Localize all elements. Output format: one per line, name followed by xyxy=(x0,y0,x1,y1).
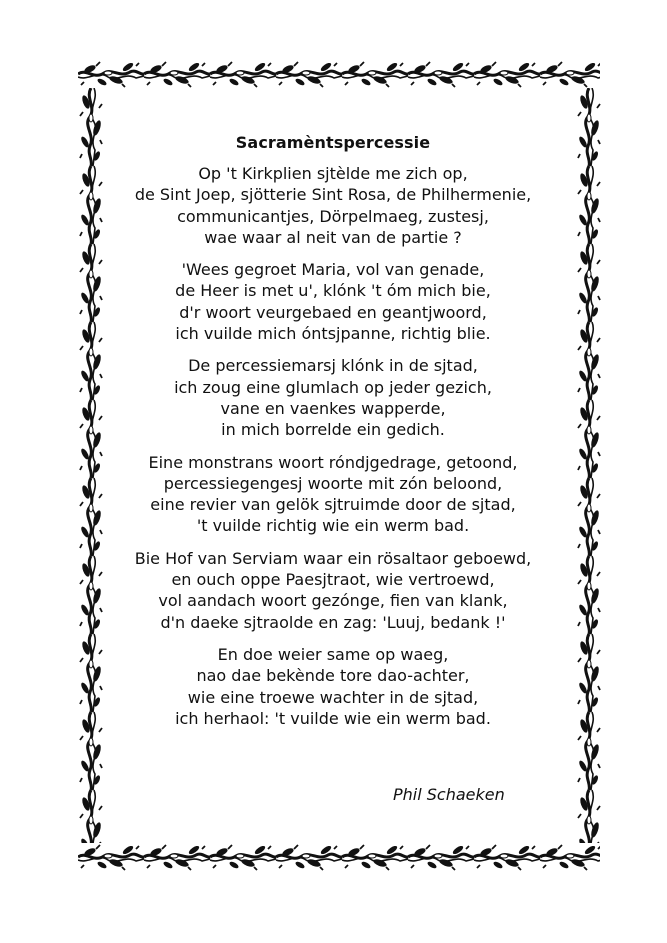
poem-line: vol aandach woort gezónge, fien van klank, xyxy=(158,591,508,611)
poem-line: nao dae bekènde tore dao-achter, xyxy=(196,666,470,686)
poem-line: Bie Hof van Serviam waar ein rösaltaor geboewd, xyxy=(134,548,532,568)
poem-line: wie eine troewe wachter in de sjtad, xyxy=(187,687,479,707)
branch-leaf-border-bottom xyxy=(78,843,600,871)
poem-line: de Sint Joep, sjötterie Sint Rosa, de Philhermenie, xyxy=(134,185,532,205)
poem-line: Eine monstrans woort róndjgedrage, getoond, xyxy=(148,452,518,472)
poem-line: wae waar al neit van de partie ? xyxy=(204,227,462,247)
poem-line: percessiegengesj woorte mit zón beloond, xyxy=(163,473,503,493)
branch-leaf-border-top xyxy=(78,60,600,88)
author-signature: Phil Schaeken xyxy=(393,785,505,804)
poem-line: eine revier van gelök sjtruimde door de sjtad, xyxy=(150,495,516,515)
poem-line: ich zoug eine glumlach op jeder gezich, xyxy=(174,377,492,397)
poem-line: ich vuilde mich óntsjpanne, richtig blie. xyxy=(175,324,491,344)
poem-line: 'Wees gegroet Maria, vol van genade, xyxy=(181,260,485,280)
poem-line: En doe weier same op waeg, xyxy=(217,644,449,664)
poem-line: vane en vaenkes wapperde, xyxy=(220,398,446,418)
stanza-4 xyxy=(110,452,556,537)
poem-body xyxy=(110,130,556,740)
branch-leaf-border-left xyxy=(79,88,103,843)
stanza-2 xyxy=(110,259,556,344)
poem-line: ich herhaol: 't vuilde wie ein werm bad. xyxy=(175,708,491,728)
poem-line: De percessiemarsj klónk in de sjtad, xyxy=(188,356,478,376)
poem-line: de Heer is met u', klónk 't óm mich bie, xyxy=(175,281,491,301)
poem-line: Op 't Kirkplien sjtèlde me zich op, xyxy=(198,164,468,183)
stanza-5 xyxy=(110,548,556,633)
branch-leaf-border-right xyxy=(577,88,601,843)
poem-title: Sacramèntspercessie xyxy=(235,133,431,152)
poem-line: in mich borrelde ein gedich. xyxy=(221,420,445,440)
stanza-6 xyxy=(110,644,556,729)
poem-line: d'r woort veurgebaed en geantjwoord, xyxy=(179,302,487,322)
poem-line: d'n daeke sjtraolde en zag: 'Luuj, bedank !' xyxy=(160,612,506,632)
poem-line: 't vuilde richtig wie ein werm bad. xyxy=(196,516,470,536)
stanza-3 xyxy=(110,355,556,440)
poem-line: communicantjes, Dörpelmaeg, zustesj, xyxy=(177,206,489,226)
stanza-1 xyxy=(110,163,556,248)
poem-line: en ouch oppe Paesjtraot, wie vertroewd, xyxy=(171,570,495,590)
